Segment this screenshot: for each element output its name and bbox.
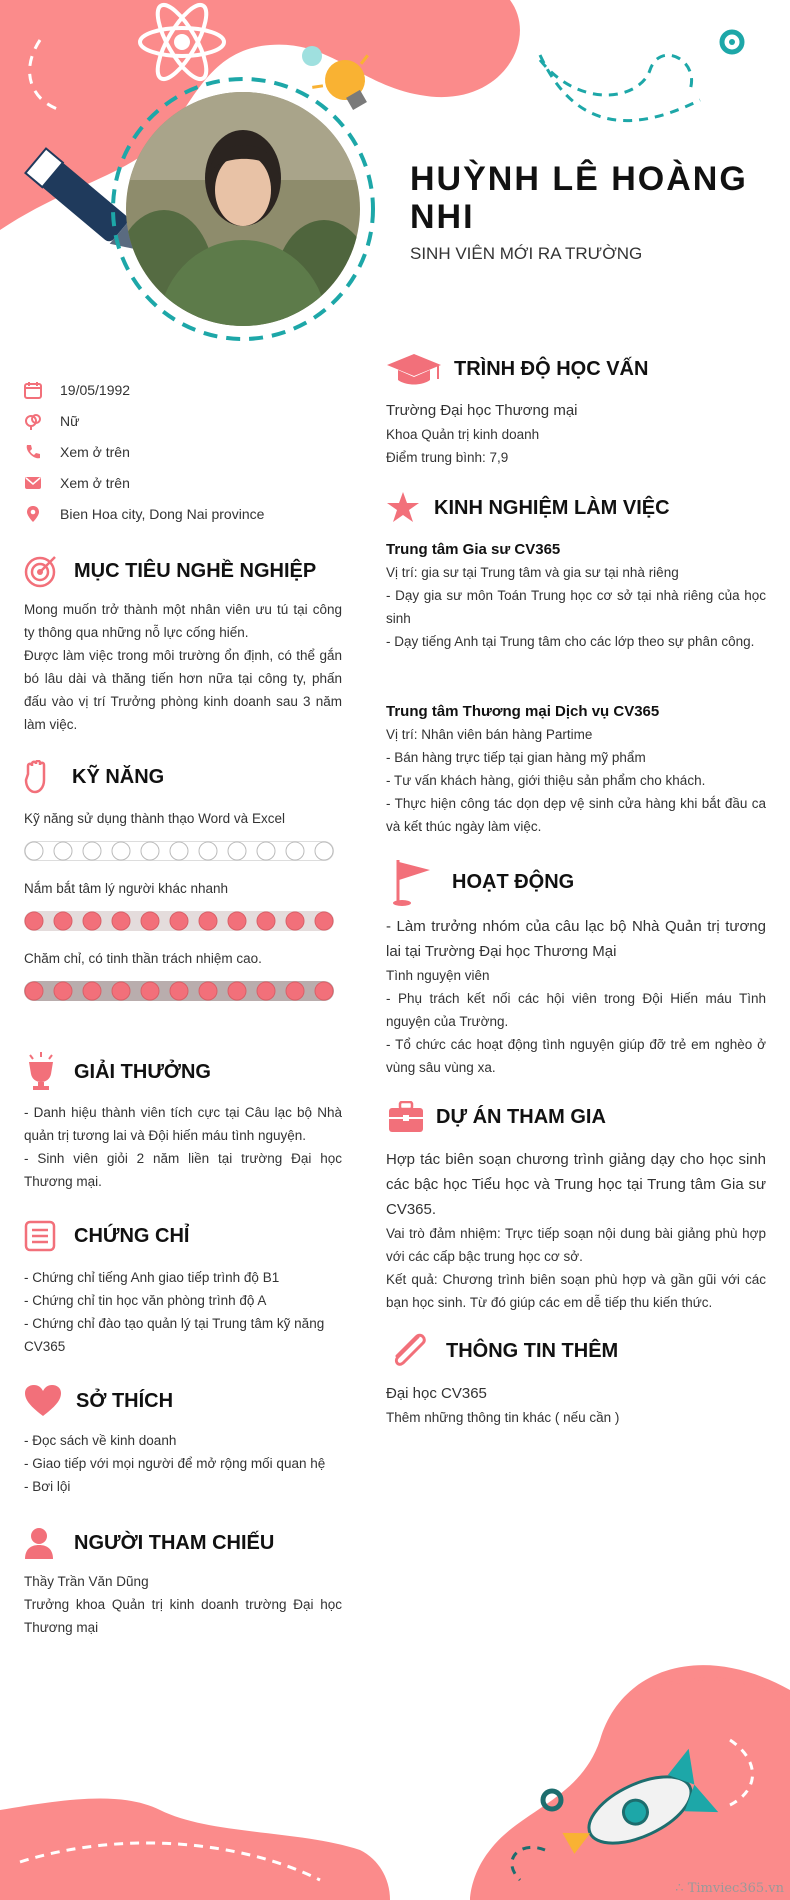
education-text (386, 398, 766, 469)
watermark: ∴ Timviec365.vn (675, 1881, 784, 1896)
certificate-line: - Chứng chỉ tiếng Anh giao tiếp trình độ B1 (24, 1270, 280, 1285)
paperclip-icon (388, 1331, 430, 1371)
certificates-title: CHỨNG CHỈ (74, 1224, 190, 1247)
activity-line: Tình nguyện viên (386, 968, 490, 983)
job-line: Vị trí: Nhân viên bán hàng Partime (386, 727, 593, 742)
skill-dot (315, 912, 333, 930)
career-goal-heading (24, 554, 316, 588)
more-info-text (386, 1381, 766, 1429)
skill-dot (54, 842, 72, 860)
skill-label: Kỹ năng sử dụng thành thạo Word và Excel (24, 811, 285, 826)
skill-dot (83, 912, 101, 930)
skill-dot (257, 842, 275, 860)
skill-dot (170, 842, 188, 860)
contact-gender-text: Nữ (60, 412, 80, 429)
job-line: - Dạy gia sư môn Toán Trung học cơ sở tại nhà riêng của học sinh (386, 588, 766, 626)
skill-dot (228, 912, 246, 930)
contact-phone (24, 436, 354, 467)
contact-email (24, 467, 354, 498)
education-school: Trường Đại học Thương mại (386, 402, 578, 419)
gender-icon (24, 412, 42, 430)
experience-job (386, 700, 766, 838)
skill-dot (286, 982, 304, 1000)
skill-bar-dots (24, 981, 334, 1001)
award-line: - Danh hiệu thành viên tích cực tại Câu lạc bộ Nhà quản trị tương lai và Đội hiến máu tình nguyện. (24, 1105, 342, 1143)
skill-bar-dots (24, 841, 334, 861)
projects-heading (388, 1101, 606, 1133)
awards-title: GIẢI THƯỞNG (74, 1060, 211, 1083)
projects-text (386, 1147, 766, 1314)
reference-line: Thầy Trần Văn Dũng (24, 1574, 149, 1589)
experience-title: KINH NGHIỆM LÀM VIỆC (434, 496, 670, 519)
skill-dot (141, 842, 159, 860)
skill-label: Chăm chỉ, có tinh thần trách nhiệm cao. (24, 951, 262, 966)
contact-info (24, 374, 354, 529)
calendar-icon (24, 381, 42, 399)
trophy-icon (24, 1052, 58, 1092)
candidate-name: HUỲNH LÊ HOÀNG NHI (410, 160, 748, 236)
activity-line: - Tổ chức các hoạt động tình nguyện giúp đỡ trẻ em nghèo ở vùng sâu vùng xa. (386, 1037, 766, 1075)
location-icon (24, 505, 42, 523)
experience-heading (386, 491, 670, 525)
references-text (24, 1570, 342, 1639)
skill-dot (25, 912, 43, 930)
more-info-heading (388, 1331, 618, 1371)
contact-address (24, 498, 354, 529)
hobby-line: - Giao tiếp với mọi người để mở rộng mối quan hệ (24, 1456, 326, 1471)
education-heading (386, 352, 648, 386)
education-title: TRÌNH ĐỘ HỌC VẤN (454, 357, 649, 380)
skill-dot (286, 842, 304, 860)
skill-dot (54, 982, 72, 1000)
skill-dot (286, 912, 304, 930)
job-line: Vị trí: gia sư tại Trung tâm và gia sư tại nhà riêng (386, 565, 679, 580)
skill-dot (170, 912, 188, 930)
skill-dot (228, 842, 246, 860)
skill-dot (25, 982, 43, 1000)
certificates-heading (24, 1220, 189, 1252)
target-icon (24, 554, 58, 588)
skill-item (24, 811, 334, 861)
skill-dot (228, 982, 246, 1000)
skills-title: KỸ NĂNG (72, 765, 165, 788)
career-goal-line: Được làm việc trong môi trường ổn định, có thể gắn bó lâu dài và thăng tiến hơn nữa tại công ty, phấn đấu vào vị trí Trưởng phòng kinh doanh sau 3 năm làm việc. (24, 648, 342, 732)
awards-text (24, 1101, 342, 1193)
awards-heading (24, 1052, 211, 1092)
education-faculty: Khoa Quản trị kinh doanh (386, 427, 540, 442)
activities-heading (392, 858, 574, 906)
reference-line: Trưởng khoa Quản trị kinh doanh trường Đại học Thương mại (24, 1597, 342, 1635)
job-line: - Dạy tiếng Anh tại Trung tâm cho các lớp theo sự phân công. (386, 634, 755, 649)
graduation-cap-icon (386, 352, 442, 386)
career-goal-title: MỤC TIÊU NGHỀ NGHIỆP (74, 559, 317, 582)
hobbies-text (24, 1429, 342, 1498)
project-line: Vai trò đảm nhiệm: Trực tiếp soạn nội dung bài giảng phù hợp với các cấp bậc trung học cơ sở. (386, 1226, 766, 1264)
person-icon (24, 1527, 54, 1559)
award-line: - Sinh viên giỏi 2 năm liền tại trường Đại học Thương mại. (24, 1151, 342, 1189)
more-info-lead: Đại học CV365 (386, 1385, 487, 1402)
hobby-line: - Đọc sách về kinh doanh (24, 1433, 177, 1448)
more-info-title: THÔNG TIN THÊM (446, 1339, 619, 1362)
job-org: Trung tâm Gia sư CV365 (386, 541, 561, 558)
skill-item (24, 881, 334, 931)
contact-gender (24, 405, 354, 436)
certificates-text (24, 1266, 342, 1358)
experience-job (386, 538, 766, 653)
hobbies-heading (24, 1384, 173, 1418)
flag-icon (392, 858, 432, 906)
skill-label: Nắm bắt tâm lý người khác nhanh (24, 881, 228, 896)
career-goal-text (24, 598, 342, 736)
skill-dot (141, 982, 159, 1000)
skill-dot (199, 982, 217, 1000)
certificate-line: - Chứng chỉ đào tạo quản lý tại Trung tâm kỹ năng CV365 (24, 1316, 325, 1354)
education-gpa: Điểm trung bình: 7,9 (386, 450, 509, 465)
skill-bar (24, 981, 334, 1001)
skill-dot (315, 842, 333, 860)
hand-icon (24, 760, 50, 794)
skill-dot (170, 982, 188, 1000)
contact-phone-text: Xem ở trên (60, 443, 130, 460)
candidate-title: SINH VIÊN MỚI RA TRƯỜNG (410, 244, 643, 263)
skill-dot (112, 982, 130, 1000)
job-line: - Tư vấn khách hàng, giới thiệu sản phẩm cho khách. (386, 773, 706, 788)
contact-email-text: Xem ở trên (60, 474, 130, 491)
hobby-line: - Bơi lội (24, 1479, 71, 1494)
more-info-line: Thêm những thông tin khác ( nếu cần ) (386, 1410, 620, 1425)
references-heading (24, 1527, 274, 1559)
projects-lead: Hợp tác biên soạn chương trình giảng dạy cho học sinh các bậc học Tiểu học và Trung học tại Trung tâm Gia sư CV365. (386, 1151, 766, 1218)
job-org: Trung tâm Thương mại Dịch vụ CV365 (386, 703, 660, 720)
skill-dot (315, 982, 333, 1000)
career-goal-line: Mong muốn trở thành một nhân viên ưu tú tại công ty thông qua những nỗ lực cống hiến. (24, 602, 342, 640)
email-icon (24, 474, 42, 492)
briefcase-icon (388, 1101, 424, 1133)
skills-heading (24, 760, 164, 794)
profile-photo (124, 90, 362, 328)
job-line: - Thực hiện công tác dọn dẹp vệ sinh cửa hàng khi bắt đầu ca và kết thúc ngày làm việc. (386, 796, 766, 834)
hobbies-title: SỞ THÍCH (76, 1389, 174, 1412)
contact-dob-text: 19/05/1992 (60, 381, 131, 398)
skill-dot (83, 982, 101, 1000)
certificate-line: - Chứng chỉ tin học văn phòng trình độ A (24, 1293, 267, 1308)
skill-dot (257, 982, 275, 1000)
skill-dot (25, 842, 43, 860)
contact-dob (24, 374, 354, 405)
references-title: NGƯỜI THAM CHIẾU (74, 1531, 275, 1554)
activity-line: - Phụ trách kết nối các hội viên trong Đội Hiến máu Tình nguyện của Trường. (386, 991, 766, 1029)
star-icon (386, 491, 420, 525)
heart-icon (24, 1384, 62, 1418)
skill-dot (83, 842, 101, 860)
skill-bar (24, 841, 334, 861)
activities-lead: - Làm trưởng nhóm của câu lạc bộ Nhà Quản trị tương lai tại Trường Đại học Thương Mại (386, 918, 766, 960)
skill-dot (141, 912, 159, 930)
certificate-icon (24, 1220, 56, 1252)
contact-address-text: Bien Hoa city, Dong Nai province (60, 505, 265, 522)
project-line: Kết quả: Chương trình biên soạn phù hợp và gần gũi với các bạn học sinh. Từ đó giúp các em dễ tiếp thu kiến thức. (386, 1272, 766, 1310)
skill-dot (112, 842, 130, 860)
activities-title: HOẠT ĐỘNG (452, 870, 575, 893)
projects-title: DỰ ÁN THAM GIA (436, 1105, 606, 1128)
skill-dot (112, 912, 130, 930)
skill-dot (257, 912, 275, 930)
skill-dot (54, 912, 72, 930)
skill-bar (24, 911, 334, 931)
skill-dot (199, 842, 217, 860)
skill-dot (199, 912, 217, 930)
skill-bar-dots (24, 911, 334, 931)
phone-icon (24, 443, 42, 461)
job-line: - Bán hàng trực tiếp tại gian hàng mỹ phẩm (386, 750, 646, 765)
skill-item (24, 951, 334, 1001)
activities-text (386, 914, 766, 1079)
